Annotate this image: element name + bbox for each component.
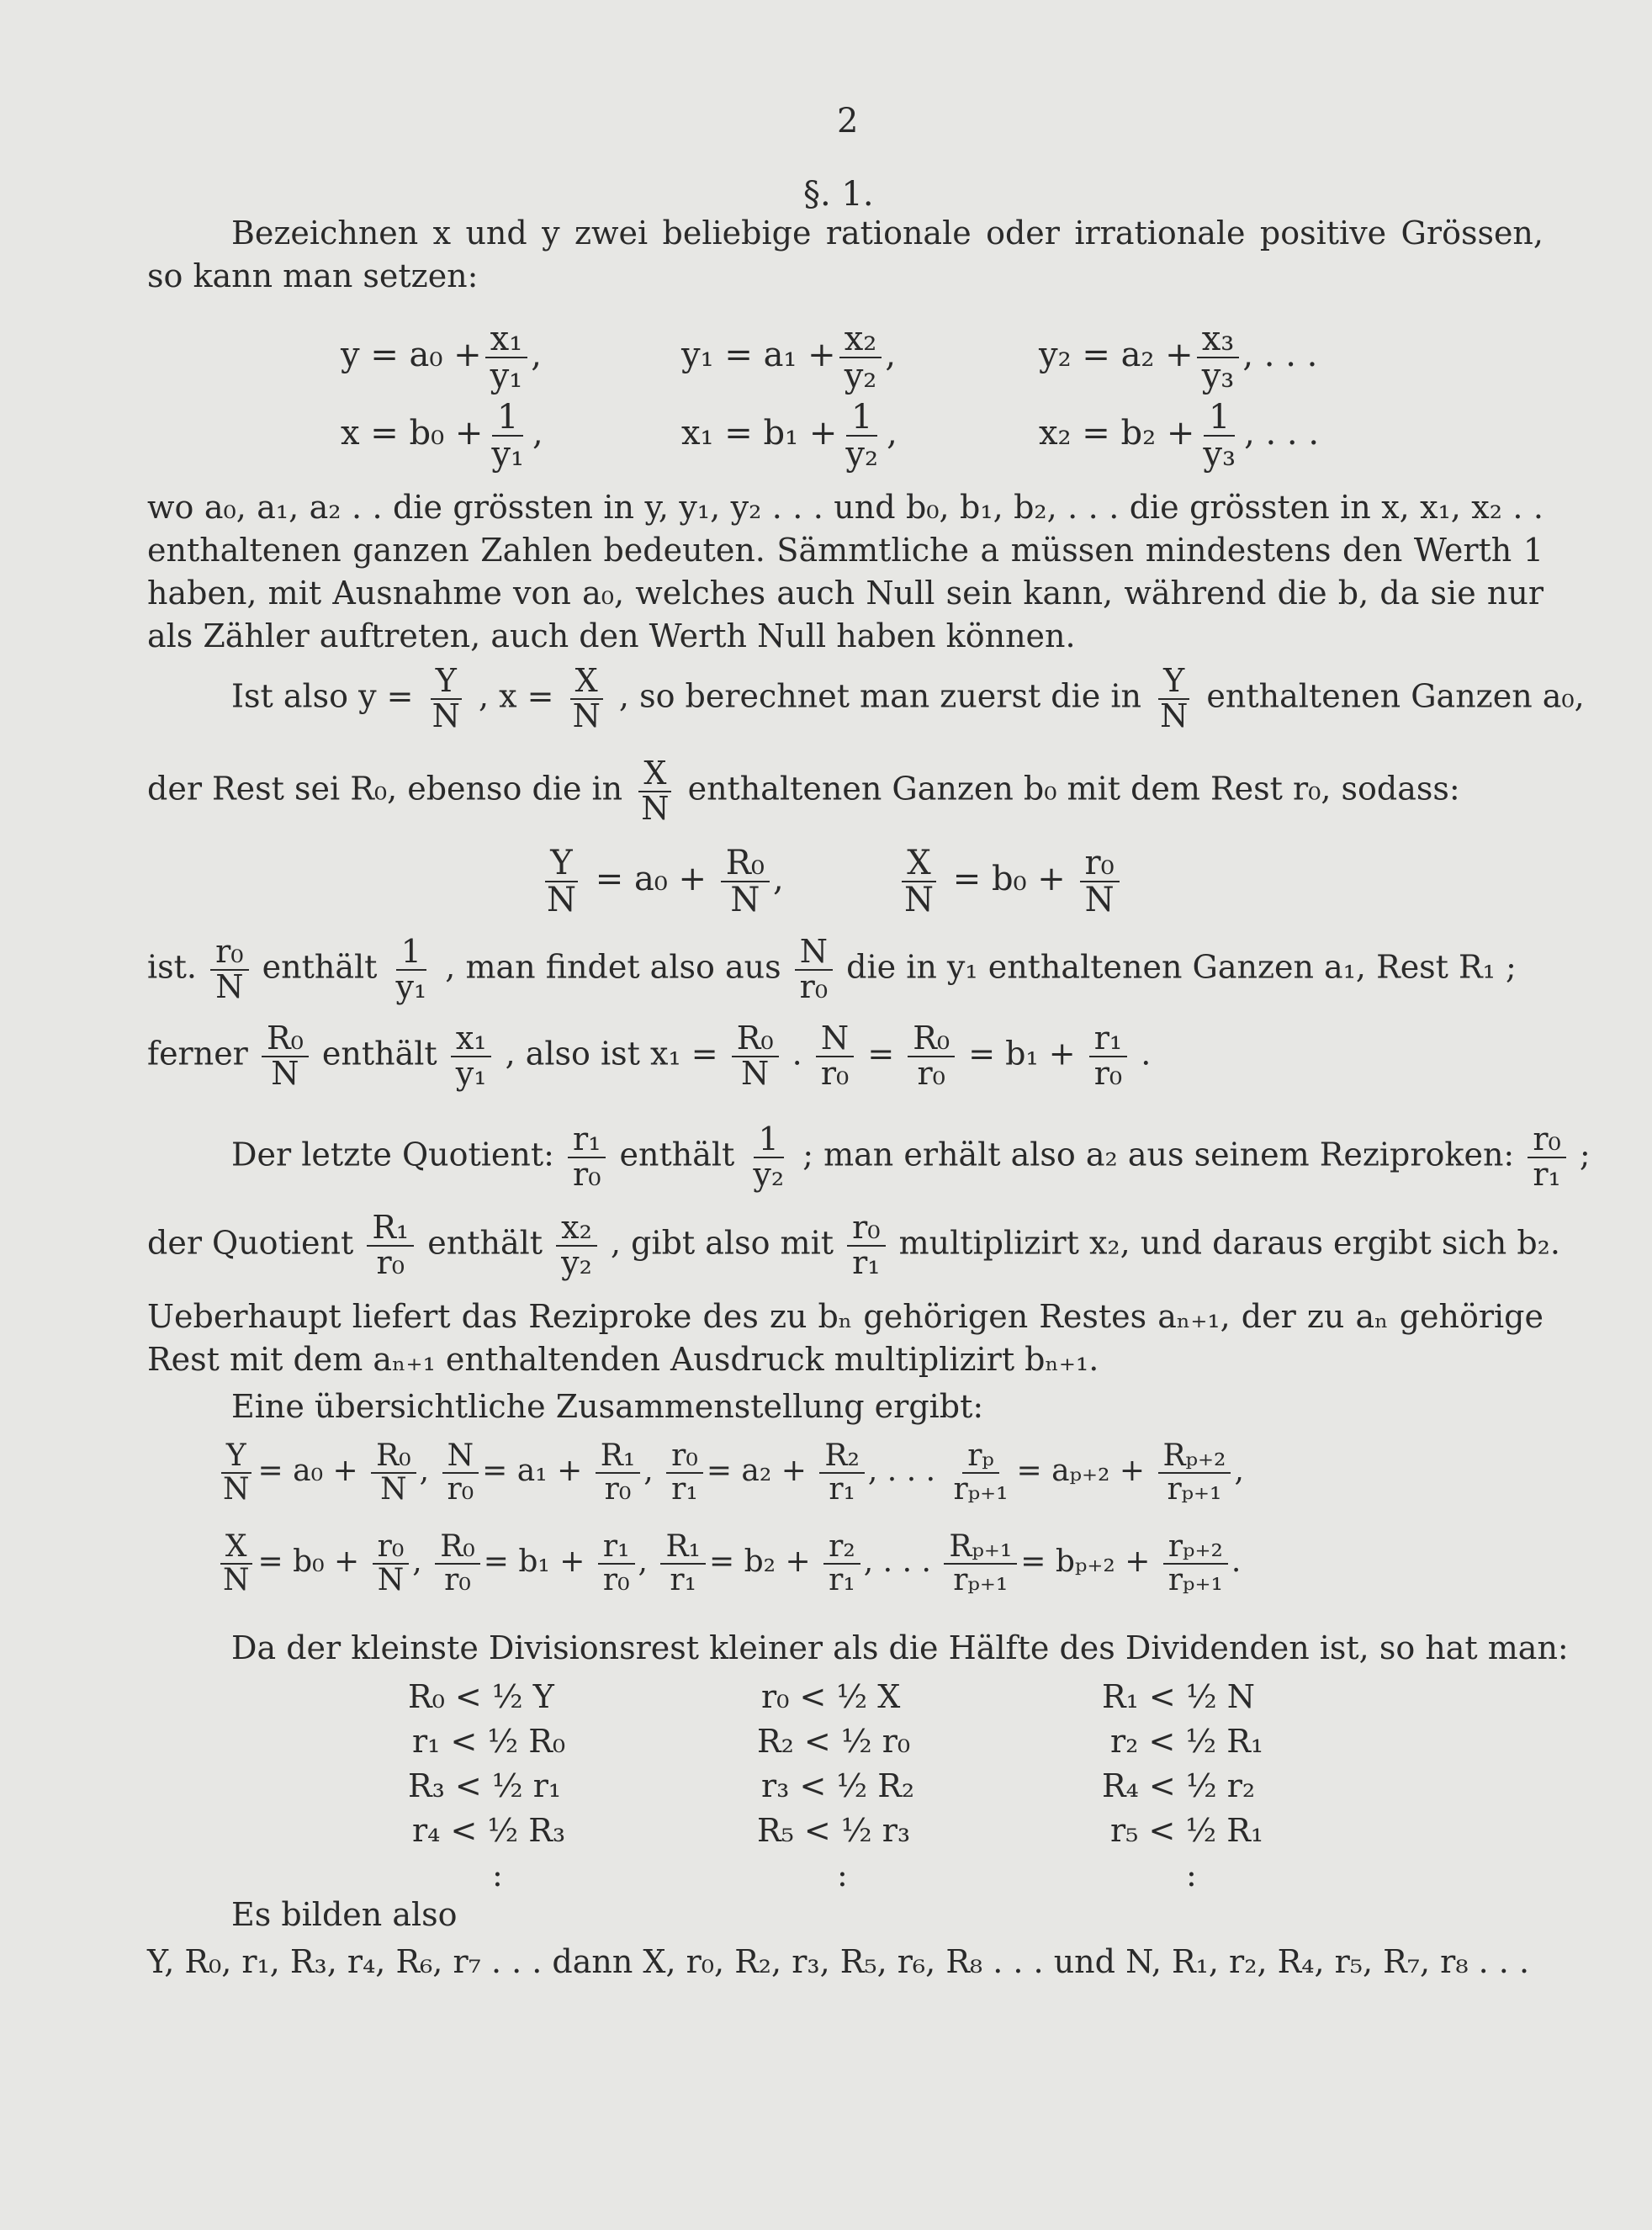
- inequality-col-3-row-1: R₁ < ½ N: [1102, 1678, 1256, 1715]
- equation-y2: y₂ = a₂ + $\frac{\text{x₃}}{\text{y₃}}$ , . . .: [1039, 320, 1318, 395]
- equation-y: y = a₀ + $\frac{\text{x₁}}{\text{y₁}}$ ,: [341, 320, 543, 395]
- paragraph-ferner-line: ferner $\frac{\text{R₀}}{N}$ enthält $\frac{\text{x₁}}{\text{y₁}}$ , also ist x₁ = $\frac{\text{R₀}}{N}$ . $\frac{N}{\text{r₀}}$ = $\frac{\text{R₀}}{\text{r₀}}$ = b₁ + $\frac{\text{r₁}}{\text{r₀}}$ .: [147, 1020, 1152, 1092]
- inequality-col-3-row-3: R₄ < ½ r₂: [1102, 1767, 1256, 1804]
- inequality-col-2-row-3: r₃ < ½ R₂: [761, 1767, 915, 1804]
- inequality-col-1-row-3: R₃ < ½ r₁: [408, 1767, 562, 1804]
- inequality-col-1-row-1: R₀ < ½ Y: [408, 1678, 554, 1715]
- inequality-col-2-dots: :: [837, 1857, 848, 1894]
- paragraph-zusammenstellung: Eine übersichtliche Zusammenstellung ergibt:: [231, 1388, 984, 1425]
- paragraph-ist-line: ist. $\frac{\text{r₀}}{N}$ enthält $\frac{1}{\text{y₁}}$ , man findet also aus $\frac{N}{\text{r₀}}$ die in y₁ enthaltenen Ganzen a₁, Rest R₁ ;: [147, 933, 1517, 1005]
- paragraph-ueberhaupt: Ueberhaupt liefert das Reziproke des zu bₙ gehörigen Restes aₙ₊₁, der zu aₙ gehörige Rest mit dem aₙ₊₁ enthaltenden Ausdruck multiplizirt bₙ₊₁.: [147, 1298, 1543, 1378]
- equation-y1: y₁ = a₁ + $\frac{\text{x₂}}{\text{y₂}}$ ,: [681, 320, 897, 395]
- inequality-col-1-row-2: r₁ < ½ R₀: [412, 1723, 566, 1760]
- summary-row-2: $\frac{X}{N}$ = b₀ + $\frac{\text{r₀}}{N}$ , $\frac{\text{R₀}}{\text{r₀}}$ = b₁ + $\frac{\text{r₁}}{\text{r₀}}$ , $\frac{\text{R₁}}{\text{r₁}}$ = b₂ + $\frac{\text{r₂}}{\text{r₁}}$ , . . . $\frac{\text{Rₚ₊₁}}{\text{rₚ₊₁}}$ = bₚ₊₂ + $\frac{\text{rₚ₊₂}}{\text{rₚ₊₁}}$ .: [214, 1531, 1241, 1597]
- equation-x-over-n: $\frac{X}{N}$ = b₀ + $\frac{\text{r₀}}{N}$: [896, 845, 1123, 918]
- inequality-col-1-row-4: r₄ < ½ R₃: [412, 1812, 566, 1849]
- inequality-col-2-row-1: r₀ < ½ X: [761, 1678, 901, 1715]
- inequality-col-3-dots: :: [1186, 1857, 1197, 1894]
- inequality-col-3-row-4: r₅ < ½ R₁: [1110, 1812, 1264, 1849]
- page-number: 2: [837, 102, 859, 140]
- equation-x: x = b₀ + $\frac{1}{\text{y₁}}$ ,: [341, 398, 543, 474]
- summary-row-1: $\frac{Y}{N}$ = a₀ + $\frac{\text{R₀}}{N}$ , $\frac{N}{\text{r₀}}$ = a₁ + $\frac{\text{R₁}}{\text{r₀}}$ , $\frac{\text{r₀}}{\text{r₁}}$ = a₂ + $\frac{\text{R₂}}{\text{r₁}}$ , . . . $\frac{\text{rₚ}}{\text{rₚ₊₁}}$ = aₚ₊₂ + $\frac{\text{Rₚ₊₂}}{\text{rₚ₊₁}}$ ,: [214, 1440, 1244, 1506]
- inequality-col-1-dots: :: [492, 1857, 503, 1894]
- equation-y-over-n: $\frac{Y}{N}$ = a₀ + $\frac{\text{R₀}}{N}$ ,: [547, 844, 784, 919]
- paragraph-ist-also-line1: Ist also y = $\frac{Y}{N}$ , x = $\frac{X}{N}$ , so berechnet man zuerst die in $\frac{Y}{N}$ enthaltenen Ganzen a₀,: [231, 662, 1585, 734]
- paragraph-sequences: Y, R₀, r₁, R₃, r₄, R₆, r₇ . . . dann X, r₀, R₂, r₃, R₅, r₆, R₈ . . . und N, R₁, r₂, R₄, r₅, R₇, r₈ . . .: [147, 1943, 1530, 1980]
- paragraph-divisionsrest: Da der kleinste Divisionsrest kleiner als die Hälfte des Dividenden ist, so hat man:: [231, 1629, 1569, 1666]
- paragraph-quotient-line: Der letzte Quotient: $\frac{\text{r₁}}{\text{r₀}}$ enthält $\frac{1}{\text{y₂}}$ ; man erhält also a₂ aus seinem Reziproken: $\frac{\text{r₀}}{\text{r₁}}$ ;: [231, 1120, 1591, 1193]
- equation-x1: x₁ = b₁ + $\frac{1}{\text{y₂}}$ ,: [681, 398, 897, 474]
- inequality-col-2-row-4: R₅ < ½ r₃: [757, 1812, 911, 1849]
- inequality-col-2-row-2: R₂ < ½ r₀: [757, 1723, 911, 1760]
- section-heading: §. 1.: [803, 175, 874, 214]
- paragraph-der-quotient-line: der Quotient $\frac{\text{R₁}}{\text{r₀}}$ enthält $\frac{\text{x₂}}{\text{y₂}}$ , gibt also mit $\frac{\text{r₀}}{\text{r₁}}$ multiplizirt x₂, und daraus ergibt sich b₂.: [147, 1209, 1560, 1281]
- paragraph-definitions: wo a₀, a₁, a₂ . . die grössten in y, y₁, y₂ . . . und b₀, b₁, b₂, . . . die grössten in x, x₁, x₂ . . enthaltenen ganzen Zahlen bedeuten. Sämmtliche a müssen mindestens den Werth 1 haben, mit Ausnahme von a₀, welches auch Null sein kann, während die b, da sie nur als Zähler auftreten, auch den Werth Null haben können.: [147, 489, 1543, 654]
- equation-x2: x₂ = b₂ + $\frac{1}{\text{y₃}}$ , . . .: [1039, 398, 1320, 474]
- inequality-col-3-row-2: r₂ < ½ R₁: [1110, 1723, 1264, 1760]
- paragraph-ist-also-line2: der Rest sei R₀, ebenso die in $\frac{X}{N}$ enthaltenen Ganzen b₀ mit dem Rest r₀, sodass:: [147, 755, 1460, 827]
- paragraph-intro: Bezeichnen x und y zwei beliebige rationale oder irrationale positive Grössen, so kann man setzen:: [147, 215, 1543, 294]
- paragraph-es-bilden: Es bilden also: [231, 1896, 458, 1933]
